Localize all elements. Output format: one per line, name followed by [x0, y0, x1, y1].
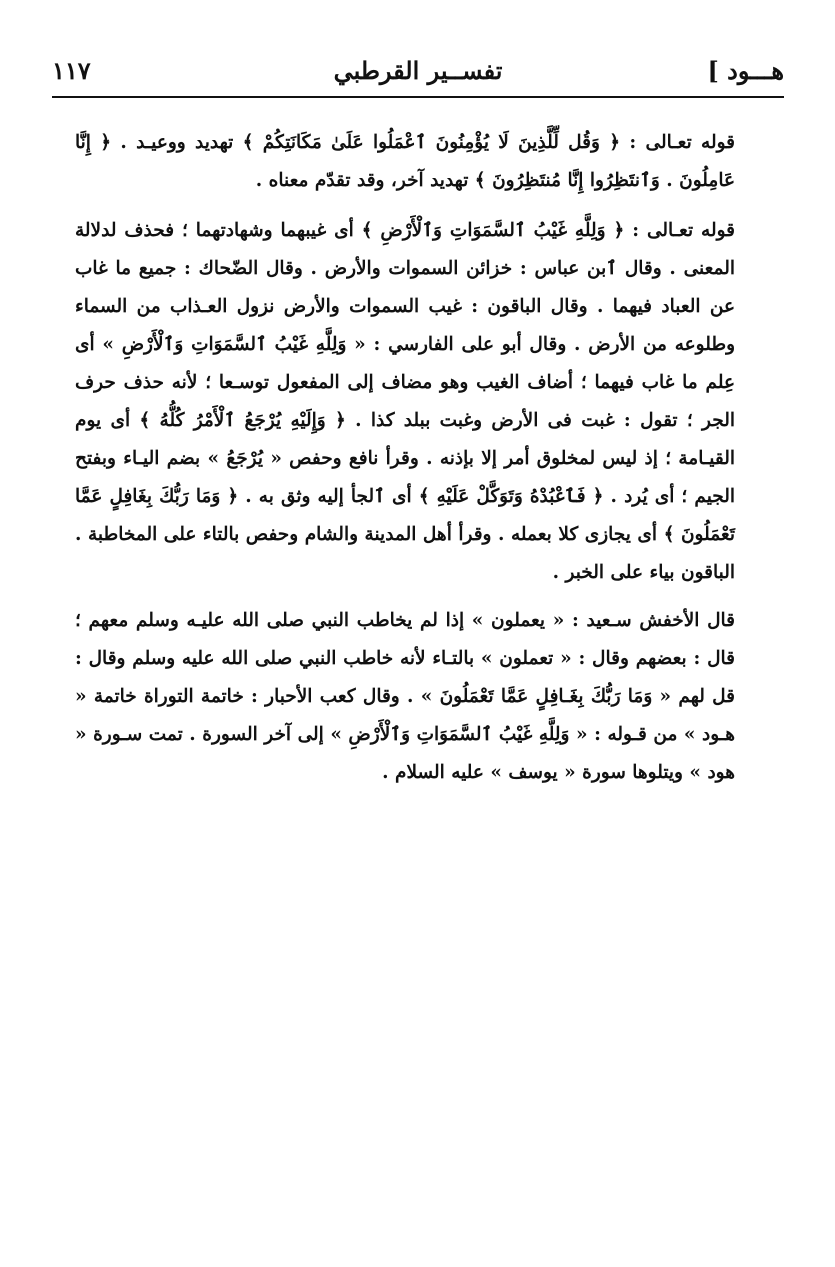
- header-divider: [52, 96, 784, 98]
- book-title: تفســير القرطبي: [333, 56, 503, 85]
- page-number: ١١٧: [52, 56, 91, 85]
- paragraph: قال الأخفش سـعيد : « يعملون » إذا لم يخاطب النبي صلى الله عليـه وسلم معهم ؛ قال : بعضهم وقال : « تعملون » بالتـاء لأنه خاطب النبي صلى الله عليه وسلم وقال : قل لهم « وَمَا رَبُّكَ بِغَـافِلٍ عَمَّا تَعْمَلُونَ » . وقال كعب الأحبار : خاتمة التوراة خاتمة « هـود » من قـوله : « وَلِلَّهِ غَيْبُ ٱلسَّمَوَاتِ وَٱلْأَرْضِ » إلى آخر السورة . تمت سـورة « هود » ويتلوها سورة « يوسف » عليه السلام .: [75, 610, 735, 783]
- surah-name: هـــود ]: [707, 56, 784, 85]
- page-body: [75, 124, 735, 792]
- running-header: [52, 50, 784, 90]
- paragraph: قوله تعـالى : ﴿ وَلِلَّهِ غَيْبُ ٱلسَّمَوَاتِ وَٱلْأَرْضِ ﴾ أى غيبهما وشهادتهما ؛ فحذف لدلالة المعنى . وقال ٱبن عباس : خزائن السموات والأرض . وقال الضّحاك : جميع ما غاب عن العباد فيهما . وقال الباقون : غيب السموات والأرض نزول العـذاب من السماء وطلوعه من الأرض . وقال أبو على الفارسي : « وَلِلَّهِ غَيْبُ ٱلسَّمَوَاتِ وَٱلْأَرْضِ » أى عِلم ما غاب فيهما ؛ أضاف الغيب وهو مضاف إلى المفعول توسـعا ؛ لأنه حذف حرف الجر ؛ تقول : غبت فى الأرض وغبت ببلد كذا . ﴿ وَإِلَيْهِ يُرْجَعُ ٱلْأَمْرُ كُلُّهُ ﴾ أى يوم القيـامة ؛ إذ ليس لمخلوق أمر إلا بإذنه . وقرأ نافع وحفص « يُرْجَعُ » بضم اليـاء وبفتح الجيم ؛ أى يُرد . ﴿ فَٱعْبُدْهُ وَتَوَكَّلْ عَلَيْهِ ﴾ أى ٱلجأ إليه وثق به . ﴿ وَمَا رَبُّكَ بِغَافِلٍ عَمَّا تَعْمَلُونَ ﴾ أى يجازى كلا بعمله . وقرأ أهل المدينة والشام وحفص بالتاء على المخاطبة . الباقون بياء على الخبر .: [75, 220, 735, 583]
- paragraph: قوله تعـالى : ﴿ وَقُل لِّلَّذِينَ لَا يُؤْمِنُونَ ٱعْمَلُوا عَلَىٰ مَكَانَتِكُمْ ﴾ تهديد ووعيـد . ﴿ إِنَّا عَامِلُونَ . وَٱنتَظِرُوا إِنَّا مُنتَظِرُونَ ﴾ تهديد آخر، وقد تقدّم معناه .: [75, 132, 735, 191]
